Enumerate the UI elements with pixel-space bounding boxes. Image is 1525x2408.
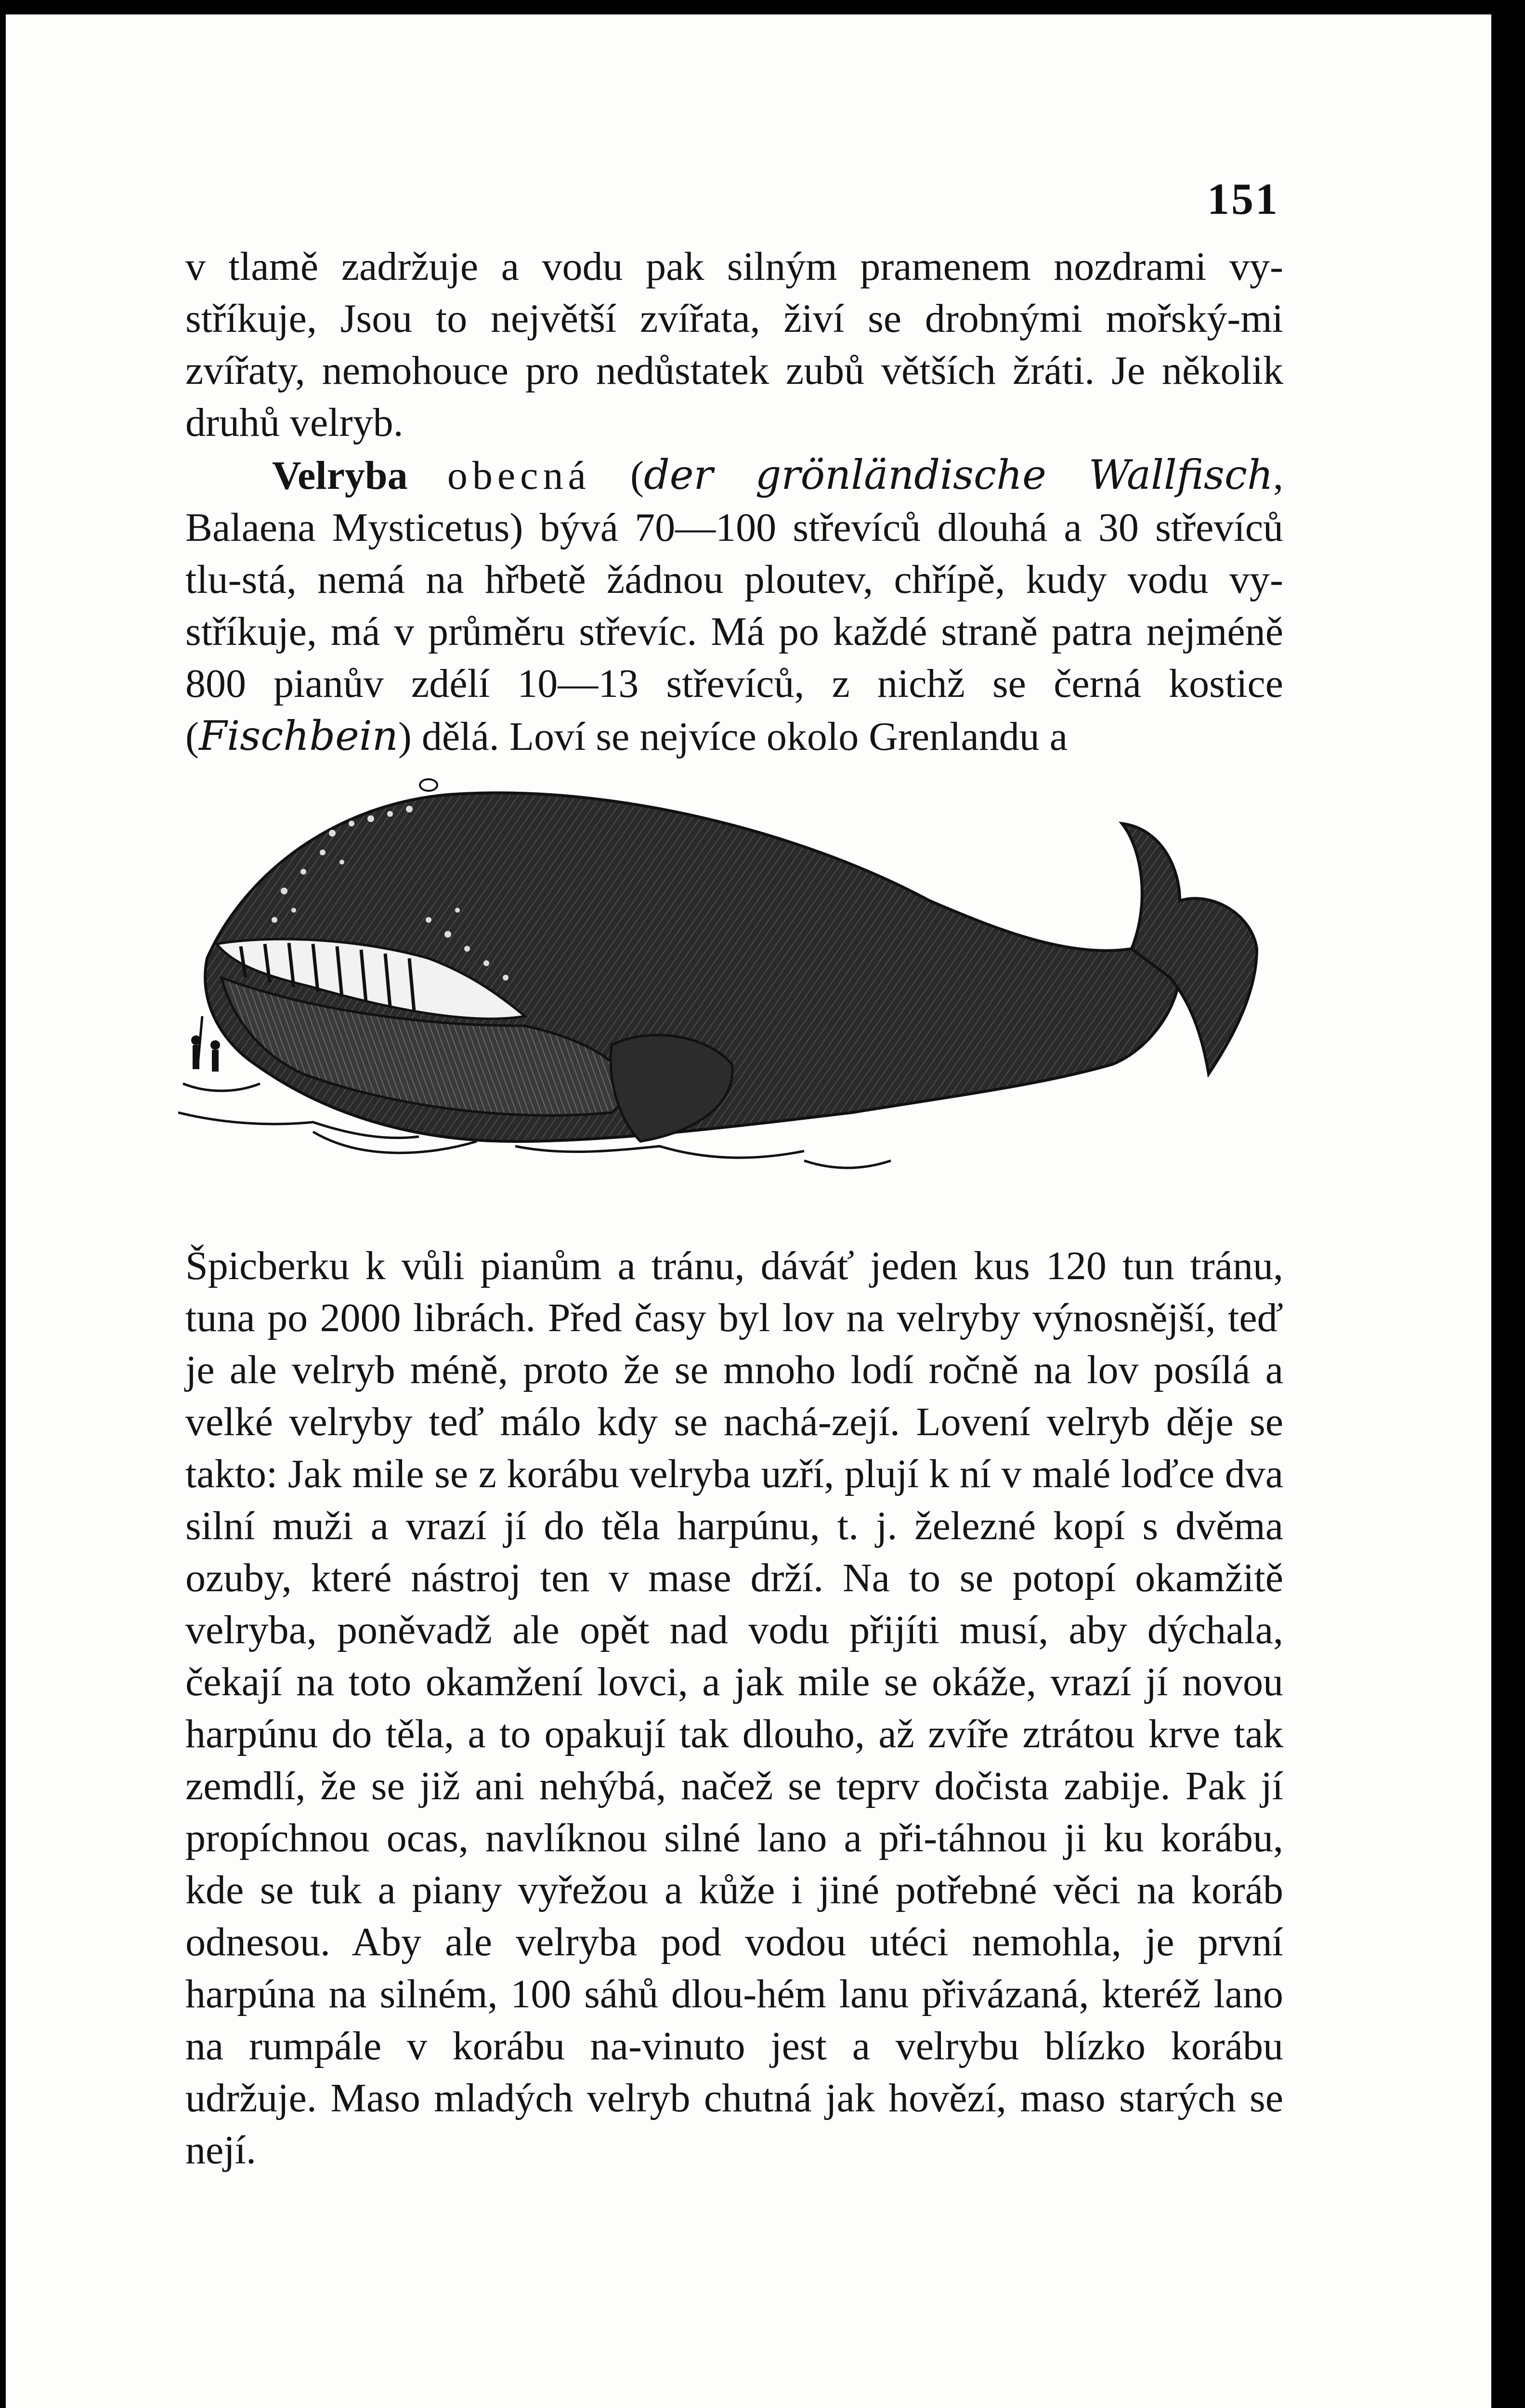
scan-border <box>1491 0 1525 2408</box>
term-velryba: Velryba <box>272 453 408 498</box>
page-number: 151 <box>1207 174 1279 223</box>
paragraph-2-body: , Balaena Mysticetus) bývá 70—100 střevíců dlouhá a 30 střevíců tlu-stá, nemá na hřbetě žádnou ploutev, chřípě, kudy vodu vy-stříkuje, má v průměru střevíc. Má po každé straně patra nejméně 800 pianův zdélí 10—13 střevíců, z nichž se černá kostice ( <box>185 453 1284 759</box>
paragraph-2 <box>185 449 1283 763</box>
hunter-figures <box>191 1016 220 1072</box>
text-block-top <box>185 241 1283 763</box>
paragraph-1: v tlamě zadržuje a vodu pak silným pramenem nozdrami vy-stříkuje, Jsou to největší zvířata, živí se drobnými mořský-mi zvířaty, nemohouce pro nedůstatek zubů větších žráti. Je několik druhů velryb. <box>185 244 1283 445</box>
whale-eye <box>420 779 437 791</box>
term-obecna: obecná <box>447 453 591 498</box>
german-name: der grönländische Wallfisch <box>644 451 1274 498</box>
german-fischbein: Fischbein <box>198 712 398 759</box>
paragraph-2-tail: ) dělá. Loví se nejvíce okolo Grenlandu a <box>398 714 1068 759</box>
paragraph-3: Špicberku k vůli pianům a tránu, dáváť jeden kus 120 tun tránu, tuna po 2000 librách. Před časy byl lov na velryby výnosnější, teď je ale velryb méně, proto že se mnoho lodí ročně na lov posílá a velké velryby teď málo kdy se nachá-zejí. Lovení velryb děje se takto: Jak mile se z korábu velryba uzří, plují k ní v malé loďce dva silní muži a vrazí jí do těla harpúnu, t. j. železné kopí s dvěma ozuby, které nástroj ten v mase drží. Na to se potopí okamžitě velryba, poněvadž ale opět nad vodu přijíti musí, aby dýchala, čekají na toto okamžení lovci, a jak mile se okáže, vrazí jí novou harpúnu do těla, a to opakují tak dlouho, až zvíře ztrátou krve tak zemdlí, že se již ani nehýbá, načež se teprv dočista zabije. Pak jí propíchnou ocas, navlíknou silné lano a při-táhnou ji ku korábu, kde se tuk a piany vyřežou a kůže i jiné potřebné věci na koráb odnesou. Aby ale velryba pod vodou utéci nemohla, je první harpúna na silném, 100 sáhů dlou-hém lanu přivázaná, kteréž lano na rumpále v korábu na-vinuto jest a velrybu blízko korábu udržuje. Maso mladých velryb chutná jak hovězí, maso starých se nejí. <box>185 1243 1283 2172</box>
whale-engraving-icon <box>178 775 1286 1238</box>
paren: ( <box>630 453 644 498</box>
text-block-bottom <box>185 1240 1283 2176</box>
